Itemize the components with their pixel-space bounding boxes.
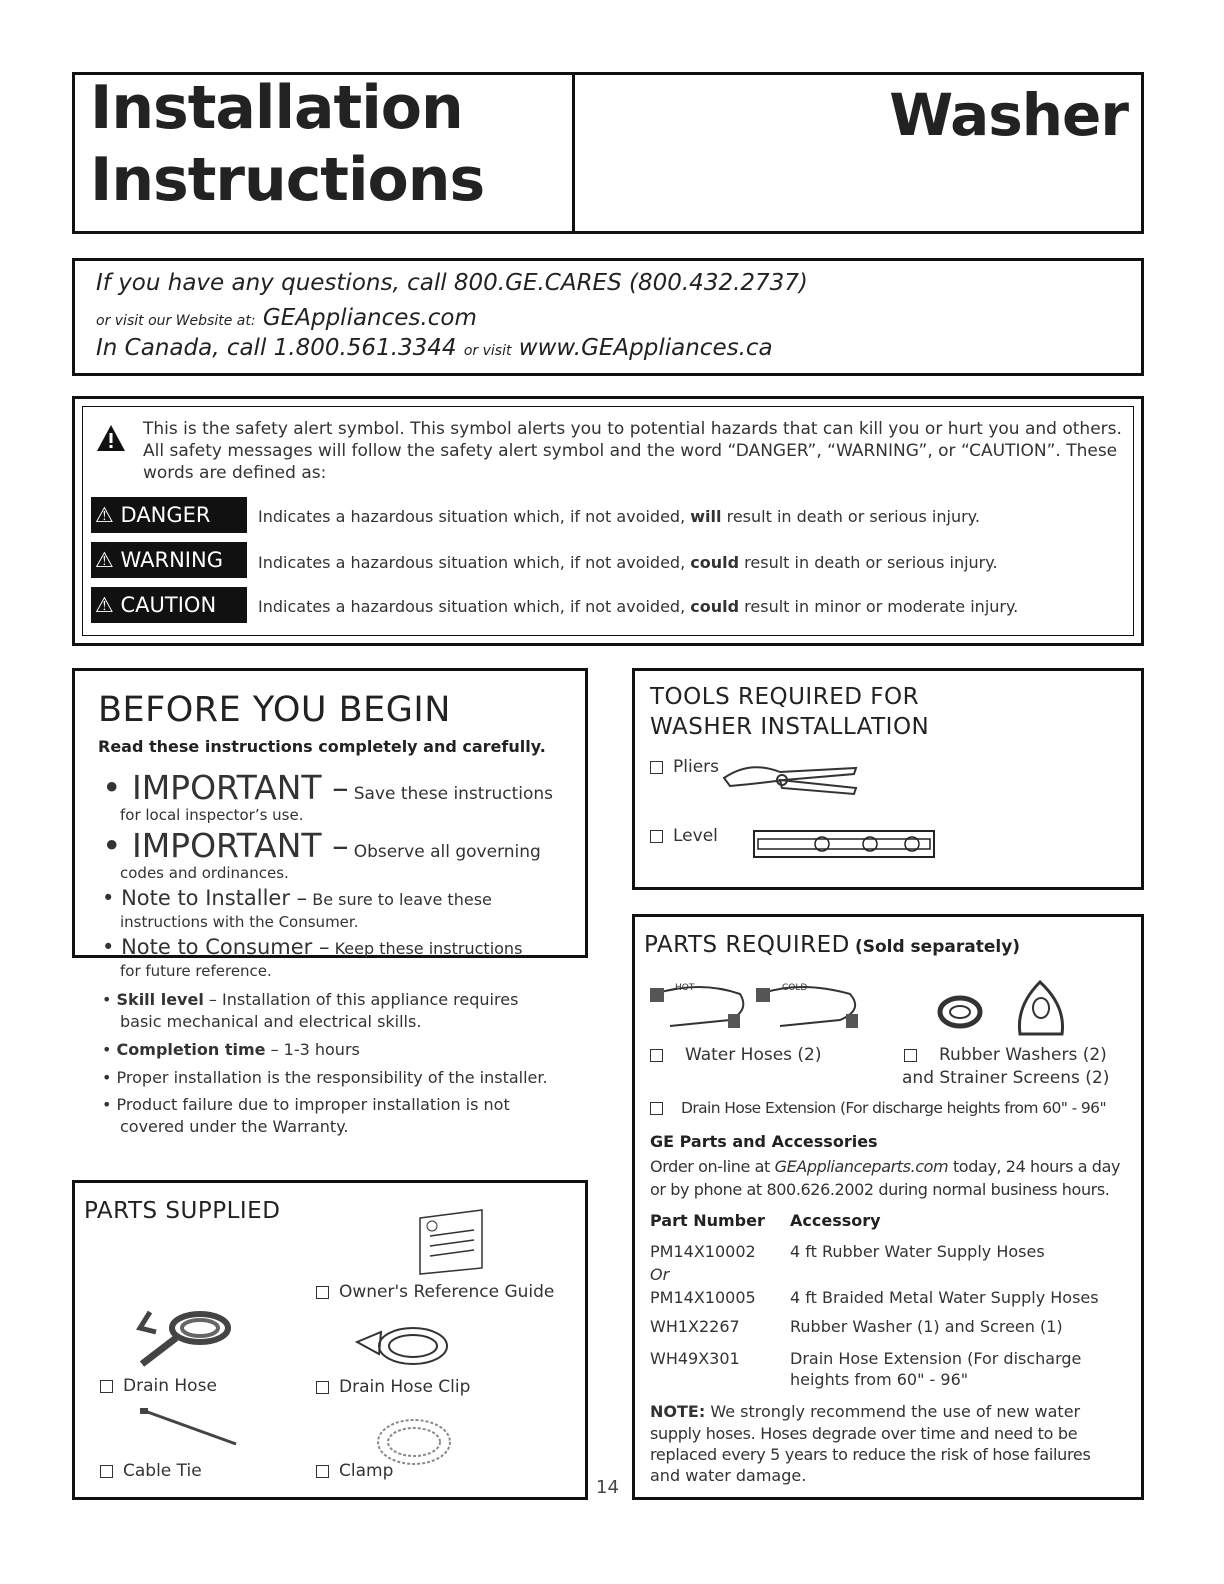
proper-installation: • Proper installation is the responsibility of the installer. — [102, 1068, 548, 1087]
skill-level: • Skill level – Installation of this appliance requires — [102, 990, 519, 1009]
important-1-head: IMPORTANT – — [131, 768, 349, 807]
warning-def-pre: Indicates a hazardous situation which, if not avoided, — [258, 553, 686, 572]
row-4-acc-cont: heights from 60" - 96" — [790, 1370, 969, 1389]
important-1: • IMPORTANT – Save these instructions — [102, 768, 553, 807]
contact-website-link[interactable]: GEAppliances.com — [262, 305, 477, 331]
clamp-checkbox[interactable] — [316, 1465, 329, 1478]
level-item[interactable] — [650, 826, 718, 846]
cable-tie-icon — [140, 1408, 240, 1452]
level-checkbox[interactable] — [650, 830, 663, 843]
parts-required-title-note: (Sold separately) — [854, 937, 1021, 957]
note-installer: • Note to Installer – Be sure to leave these — [102, 886, 492, 910]
drain-extension-item[interactable] — [650, 1099, 1106, 1117]
water-hoses-item[interactable] — [650, 1045, 822, 1065]
row-4-part: WH49X301 — [650, 1349, 740, 1368]
proper-installation-text: Proper installation is the responsibility of the installer. — [116, 1068, 548, 1087]
page-number: 14 — [596, 1477, 619, 1498]
important-2-cont: codes and ordinances. — [120, 864, 289, 882]
skill-level-cont: basic mechanical and electrical skills. — [120, 1012, 422, 1031]
note-consumer-cont: for future reference. — [120, 962, 272, 980]
rubber-washers-item[interactable] — [904, 1045, 1107, 1065]
order-online-link[interactable]: GEApplianceparts.com — [774, 1157, 949, 1176]
owners-guide-icon — [412, 1208, 492, 1282]
order-online — [650, 1157, 1120, 1176]
warning-label-text: WARNING — [120, 548, 223, 572]
warning-definition — [258, 553, 998, 572]
parts-required-title — [644, 932, 1020, 958]
contact-canada-mid: or visit — [463, 343, 512, 359]
hose-cold-label: COLD — [782, 983, 808, 993]
note-consumer-text: Keep these instructions — [334, 939, 523, 958]
rubber-washers-checkbox[interactable] — [904, 1049, 917, 1062]
rubber-washers-icon — [920, 976, 1080, 1044]
cable-tie-label: Cable Tie — [123, 1461, 202, 1481]
pliers-item[interactable] — [650, 757, 719, 777]
note-line-4: and water damage. — [650, 1466, 807, 1485]
product-failure-text: Product failure due to improper installation is not — [116, 1095, 510, 1114]
note-installer-cont: instructions with the Consumer. — [120, 913, 359, 931]
drain-hose-clip-label: Drain Hose Clip — [339, 1377, 471, 1397]
rubber-washers-label: Rubber Washers (2) — [939, 1045, 1107, 1065]
drain-hose-clip-checkbox[interactable] — [316, 1381, 329, 1394]
danger-label: ⚠ DANGER — [91, 497, 247, 533]
contact-canada-link[interactable]: www.GEAppliances.ca — [518, 335, 773, 361]
cable-tie-checkbox[interactable] — [100, 1465, 113, 1478]
warning-label: ⚠ WARNING — [91, 542, 247, 578]
row-1-acc: 4 ft Rubber Water Supply Hoses — [790, 1242, 1045, 1261]
caution-def-key: could — [690, 597, 740, 616]
pliers-label: Pliers — [673, 757, 720, 777]
note-installer-head: Note to Installer – — [121, 886, 308, 910]
row-1-part: PM14X10002 — [650, 1242, 756, 1261]
owners-guide-item[interactable] — [316, 1282, 554, 1302]
rubber-washers-cont: and Strainer Screens (2) — [902, 1068, 1110, 1088]
product-failure: • Product failure due to improper installation is not — [102, 1095, 510, 1114]
contact-canada-phone: In Canada, call 1.800.561.3344 — [96, 335, 457, 361]
product-name: Washer — [889, 81, 1128, 149]
level-icon — [752, 829, 937, 865]
warning-def-post: result in death or serious injury. — [744, 553, 998, 572]
drain-hose-label: Drain Hose — [123, 1376, 217, 1396]
tools-title-line2: WASHER INSTALLATION — [650, 714, 930, 740]
completion-time-value: – 1-3 hours — [270, 1040, 360, 1059]
order-phone: or by phone at 800.626.2002 during normal business hours. — [650, 1180, 1110, 1199]
water-hoses-label: Water Hoses (2) — [685, 1045, 822, 1065]
note-installer-text: Be sure to leave these — [312, 890, 492, 909]
pliers-icon — [720, 758, 860, 812]
cable-tie-item[interactable] — [100, 1461, 202, 1481]
col-accessory: Accessory — [790, 1211, 881, 1230]
col-part-number: Part Number — [650, 1211, 765, 1230]
note-consumer-head: Note to Consumer – — [121, 935, 330, 959]
warning-def-key: could — [690, 553, 740, 572]
note-line-3: replaced every 5 years to reduce the risk of hose failures — [650, 1445, 1091, 1464]
clamp-label: Clamp — [339, 1461, 394, 1481]
drain-extension-checkbox[interactable] — [650, 1102, 663, 1115]
important-2-head: IMPORTANT – — [131, 826, 349, 865]
drain-hose-clip-item[interactable] — [316, 1377, 470, 1397]
important-1-text: Save these instructions — [353, 784, 553, 804]
page-title-line1: Installation — [90, 73, 463, 143]
owners-guide-label: Owner's Reference Guide — [339, 1282, 555, 1302]
owners-guide-checkbox[interactable] — [316, 1286, 329, 1299]
drain-hose-item[interactable] — [100, 1376, 217, 1396]
row-or: Or — [650, 1265, 670, 1284]
contact-phone: If you have any questions, call 800.GE.CARES (800.432.2737) — [96, 270, 808, 296]
tools-title-line1: TOOLS REQUIRED FOR — [650, 684, 920, 710]
caution-def-post: result in minor or moderate injury. — [744, 597, 1019, 616]
drain-hose-icon — [130, 1298, 240, 1374]
danger-def-key: will — [690, 507, 722, 526]
drain-hose-clip-icon — [355, 1322, 455, 1376]
skill-level-text: – Installation of this appliance requires — [208, 990, 519, 1009]
pliers-checkbox[interactable] — [650, 761, 663, 774]
note-line-1 — [650, 1402, 1080, 1421]
note-line-2: supply hoses. Hoses degrade over time and need to be — [650, 1424, 1078, 1443]
page-title-line2: Instructions — [90, 145, 485, 215]
ge-parts-title: GE Parts and Accessories — [650, 1132, 878, 1151]
important-2: • IMPORTANT – Observe all governing — [102, 826, 541, 865]
caution-label: ⚠ CAUTION — [91, 587, 247, 623]
skill-level-head: Skill level — [116, 990, 204, 1009]
contact-website — [96, 305, 477, 331]
note-consumer: • Note to Consumer – Keep these instructions — [102, 935, 523, 959]
important-2-text: Observe all governing — [353, 842, 541, 862]
product-failure-cont: covered under the Warranty. — [120, 1117, 349, 1136]
water-hoses-checkbox[interactable] — [650, 1049, 663, 1062]
danger-def-post: result in death or serious injury. — [726, 507, 980, 526]
contact-canada — [96, 335, 773, 361]
parts-supplied-title: PARTS SUPPLIED — [84, 1198, 281, 1224]
danger-def-pre: Indicates a hazardous situation which, if not avoided, — [258, 507, 686, 526]
caution-label-text: CAUTION — [120, 593, 217, 617]
row-3-acc: Rubber Washer (1) and Screen (1) — [790, 1317, 1063, 1336]
alert-triangle-icon — [96, 424, 126, 456]
row-2-acc: 4 ft Braided Metal Water Supply Hoses — [790, 1288, 1099, 1307]
row-3-part: WH1X2267 — [650, 1317, 740, 1336]
note-text-1: We strongly recommend the use of new water — [710, 1402, 1081, 1421]
safety-intro: This is the safety alert symbol. This symbol alerts you to potential hazards that can kill you or hurt you and others. All safety messages will follow the safety alert symbol and the word “DANGER”, “WARNING”, or “CAUTION”. These words are defined as: — [143, 419, 1122, 483]
level-label: Level — [673, 826, 718, 846]
completion-time: • Completion time – 1-3 hours — [102, 1040, 360, 1059]
clamp-item[interactable] — [316, 1461, 393, 1481]
hose-hot-label: HOT — [675, 983, 695, 993]
danger-definition — [258, 507, 980, 526]
danger-label-text: DANGER — [120, 503, 211, 527]
before-subtitle: Read these instructions completely and carefully. — [98, 737, 546, 756]
order-online-pre: Order on-line at — [650, 1157, 770, 1176]
order-online-post: today, 24 hours a day — [952, 1157, 1121, 1176]
completion-time-head: Completion time — [116, 1040, 266, 1059]
drain-hose-checkbox[interactable] — [100, 1380, 113, 1393]
contact-website-prefix: or visit our Website at: — [96, 313, 256, 329]
important-1-cont: for local inspector’s use. — [120, 806, 304, 824]
row-4-acc: Drain Hose Extension (For discharge — [790, 1349, 1082, 1368]
row-2-part: PM14X10005 — [650, 1288, 756, 1307]
caution-definition — [258, 597, 1018, 616]
before-title: BEFORE YOU BEGIN — [98, 690, 451, 730]
note-head: NOTE: — [650, 1402, 706, 1421]
drain-extension-label: Drain Hose Extension (For discharge heights from 60" - 96" — [681, 1099, 1106, 1117]
caution-def-pre: Indicates a hazardous situation which, if not avoided, — [258, 597, 686, 616]
parts-required-title-text: PARTS REQUIRED — [644, 932, 850, 958]
